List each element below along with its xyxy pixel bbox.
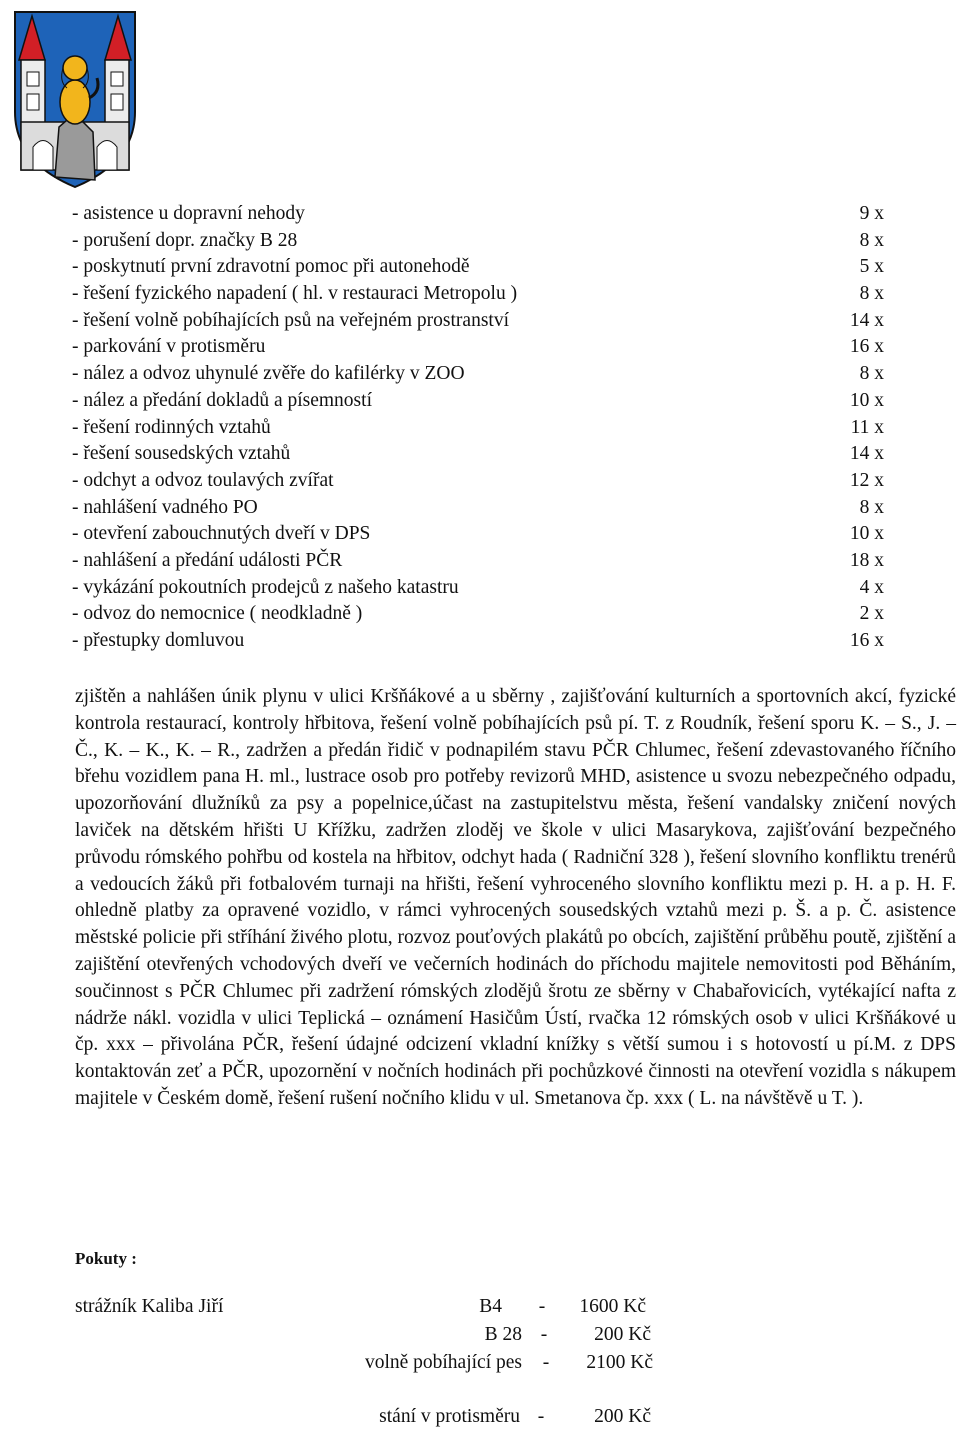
list-item <box>72 548 892 575</box>
list-item <box>72 575 892 602</box>
fine-item: B 28 <box>484 1324 522 1345</box>
list-item <box>72 361 892 388</box>
list-item <box>72 228 892 255</box>
list-item-label: - nahlášení vadného PO <box>72 496 258 518</box>
list-item-label: - řešení sousedských vztahů <box>72 443 291 465</box>
officer-name: strážník Kaliba Jiří <box>75 1296 224 1317</box>
list-item <box>72 334 892 361</box>
coat-of-arms-logo <box>5 2 145 192</box>
list-item-label: - řešení fyzického napadení ( hl. v restauraci Metropolu ) <box>72 283 518 305</box>
list-item-count: 11 x <box>850 416 884 438</box>
list-item-count: 12 x <box>849 469 884 491</box>
fine-item: B4 <box>479 1296 502 1317</box>
fine-item: volně pobíhající pes <box>364 1352 522 1373</box>
list-item <box>72 388 892 415</box>
fine-amount: 1600 Kč <box>579 1296 646 1317</box>
fine-amount: 200 Kč <box>594 1324 651 1345</box>
list-item-count: 8 x <box>859 229 884 251</box>
list-item-count: 14 x <box>849 309 884 331</box>
list-item-label: - nález a předání dokladů a písemností <box>72 389 372 411</box>
list-item <box>72 281 892 308</box>
list-item-label: - porušení dopr. značky B 28 <box>72 229 298 251</box>
list-item-count: 10 x <box>849 523 884 545</box>
list-item-label: - vykázání pokoutních prodejců z našeho katastru <box>72 576 459 598</box>
list-item-count: 8 x <box>859 496 884 518</box>
activity-list <box>72 201 892 655</box>
list-item-label: - odvoz do nemocnice ( neodkladně ) <box>72 603 363 625</box>
list-item <box>72 415 892 442</box>
list-item-count: 16 x <box>849 336 884 358</box>
list-item <box>72 495 892 522</box>
list-item <box>72 468 892 495</box>
fine-dash: - <box>540 1324 548 1345</box>
fine-item: stání v protisměru <box>379 1406 520 1427</box>
list-item <box>72 308 892 335</box>
list-item-count: 9 x <box>859 203 884 224</box>
fines-heading: Pokuty : <box>75 1249 137 1268</box>
list-item-label: - parkování v protisměru <box>72 336 266 358</box>
activity-paragraph: zjištěn a nahlášen únik plynu v ulici Kršňákové a u sběrny , zajišťování kulturních a sportovních akcí, fyzické kontrola restaurací, kontroly hřbitova, řešení volně pobíhajících psů pí. T. z Roudník, řešení sporu K. – S., J. – Č., K. – K., K. – R., zadržen a předán řidič v podnapilém stavu PČR Chlumec, řešení zdevastovaného říčního břehu vozidlem pana H. ml., lustrace osob pro potřeby revizorů MHD, asistence u svozu nebezpečného odpadu, upozorňování dlužníků za psy a popelnice,účast na zastupitelstvu města, řešení vandalsky zničení nových laviček na dětském hřišti U Křížku, zadržen zloděj ve škole v ulici Masarykova, zajišťování bezpečného průvodu rómského pohřbu od kostela na hřbitov, odchyt hada ( Radniční 328 ), řešení slovního konfliktu trenérů a vedoucích žáků při fotbalovém turnaji na hřišti, řešení vyhroceného slovního konfliktu mezi p. H. a p. H. F. ohledně platby za opravené vozidlo, v rámci vyhrocených sousedských vztahů mezi p. Š. a p. Č. asistence městské policie při stříhání živého plotu, rozvoz pouťových plakátů po obcích, zajištění průběhu poutě, zjištění a zajištění otevřených vchodových dveří ve večerních hodinách do příchodu majitele nemovitosti pod Běháním, součinnost s PČR Chlumec při zadržení rómských zlodějů šrotu ze sběrny v Chabařovicích, vytékající nafta z nádrže nákl. vozidla v ulici Teplická – oznámení Hasičům Ústí, rvačka 12 rómských osob v ulici Kršňákové u čp. xxx – přivolána PČR, řešení údajné odcizení vkladní knížky s větší sumou i s hotovostí u pí.M. z DPS kontaktován zeť a PČR, upozornění v nočních hodinách při pochůzkové činnosti na otevření vozidla s nákupem majitele v Českém domě, řešení rušení nočního klidu v ul. Smetanova čp. xxx ( L. na návštěvě u T. ). <box>75 686 956 1109</box>
list-item-count: 8 x <box>859 363 884 385</box>
list-item-count: 8 x <box>859 283 884 305</box>
fine-dash: - <box>542 1352 550 1373</box>
list-item-label: - asistence u dopravní nehody <box>72 203 305 224</box>
list-item <box>72 601 892 628</box>
list-item-count: 18 x <box>849 549 884 571</box>
list-item <box>72 441 892 468</box>
list-item-count: 16 x <box>849 630 884 651</box>
list-item <box>72 628 892 655</box>
list-item-label: - nahlášení a předání události PČR <box>72 549 343 571</box>
list-item-label: - odchyt a odvoz toulavých zvířat <box>72 469 334 491</box>
fine-amount: 2100 Kč <box>586 1352 653 1373</box>
list-item-label: - otevření zabouchnutých dveří v DPS <box>72 523 371 545</box>
list-item-label: - nález a odvoz uhynulé zvěře do kafilérky v ZOO <box>72 363 465 385</box>
fine-amount: 200 Kč <box>594 1406 651 1427</box>
list-item <box>72 201 892 228</box>
list-item <box>72 521 892 548</box>
fine-dash: - <box>538 1296 546 1317</box>
list-item <box>72 254 892 281</box>
list-item-label: - přestupky domluvou <box>72 630 245 651</box>
list-item-label: - řešení rodinných vztahů <box>72 416 271 438</box>
list-item-count: 2 x <box>859 603 884 625</box>
list-item-count: 4 x <box>859 576 884 598</box>
list-item-label: - řešení volně pobíhajících psů na veřejném prostranství <box>72 309 509 331</box>
list-item-count: 14 x <box>849 443 884 465</box>
list-item-label: - poskytnutí první zdravotní pomoc při autonehodě <box>72 256 470 278</box>
list-item-count: 5 x <box>859 256 884 278</box>
list-item-count: 10 x <box>849 389 884 411</box>
fine-dash: - <box>537 1406 545 1427</box>
